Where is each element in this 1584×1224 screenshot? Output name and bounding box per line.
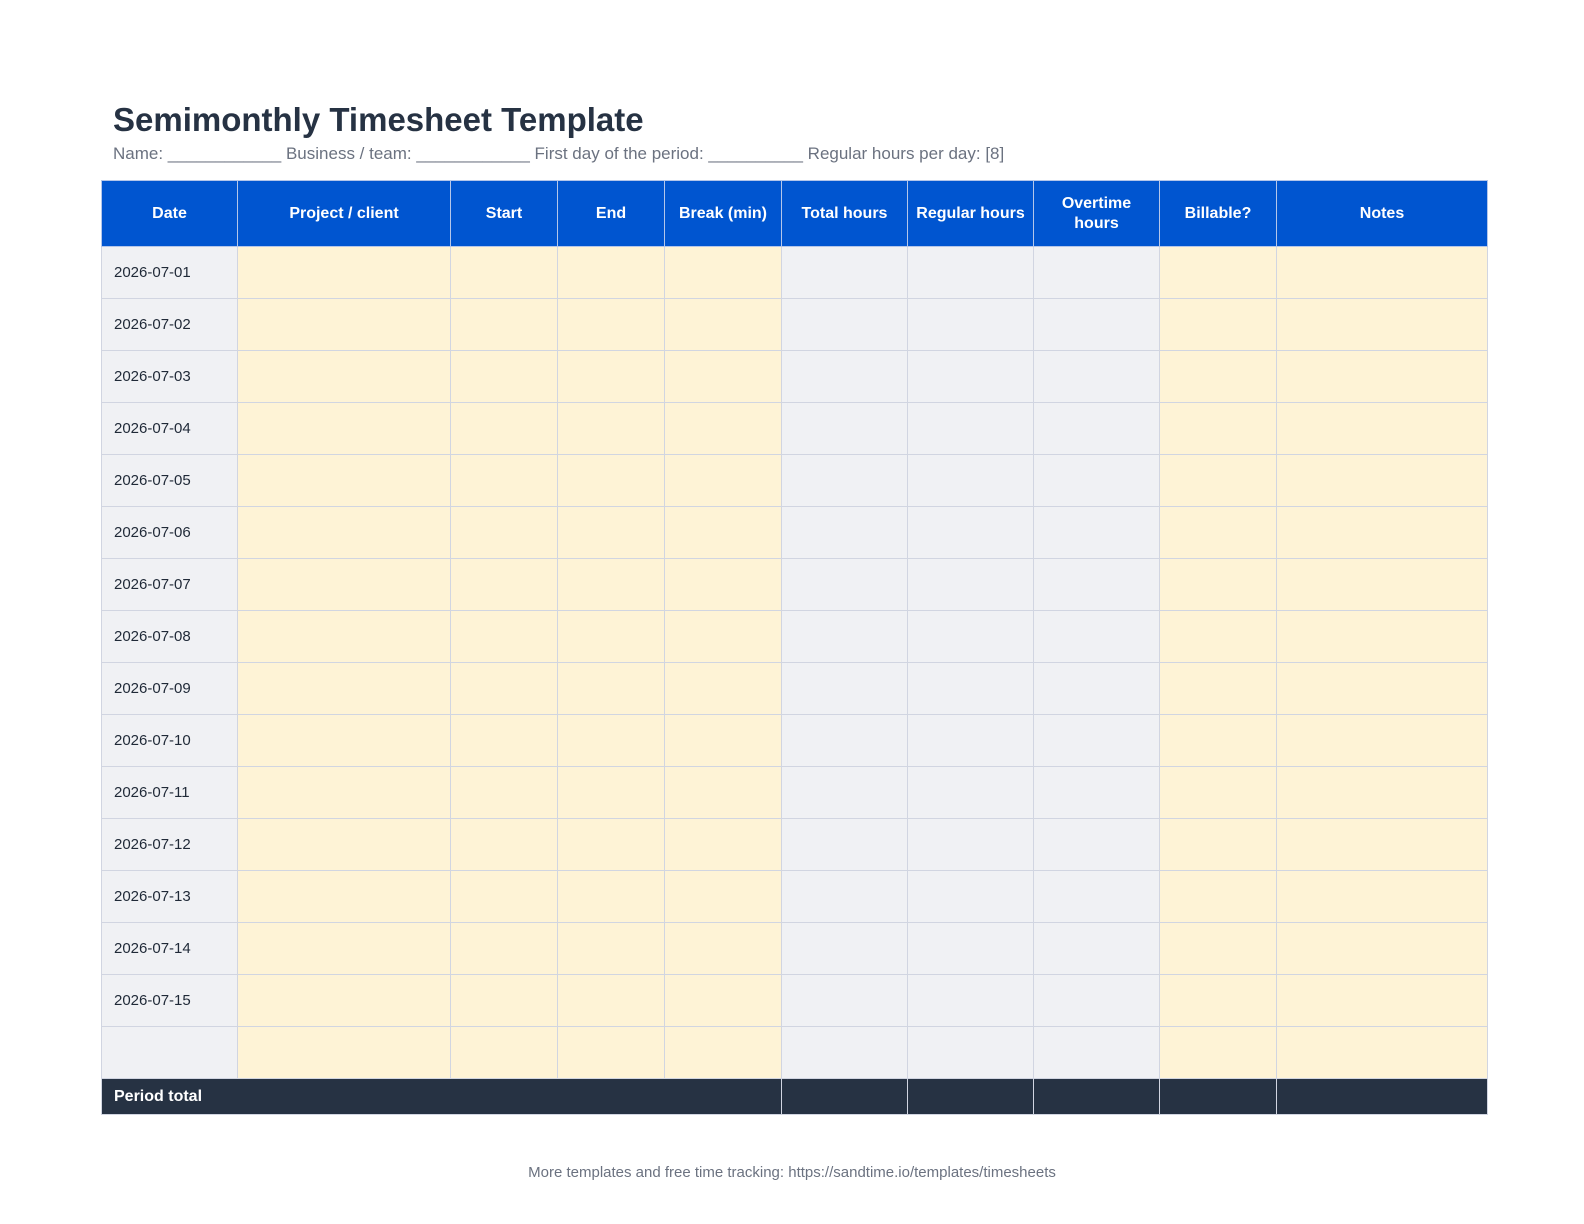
end-cell[interactable] bbox=[558, 611, 665, 663]
notes-cell[interactable] bbox=[1277, 663, 1488, 715]
regular-hours-cell bbox=[908, 455, 1034, 507]
project-client-cell[interactable] bbox=[238, 559, 451, 611]
regular-hours-cell bbox=[908, 1027, 1034, 1079]
column-header-total-hours: Total hours bbox=[782, 181, 908, 247]
start-cell[interactable] bbox=[451, 559, 558, 611]
notes-cell[interactable] bbox=[1277, 1027, 1488, 1079]
table-row bbox=[102, 663, 1488, 715]
regular-hours-cell bbox=[908, 871, 1034, 923]
date-cell: 2026-07-06 bbox=[102, 507, 238, 559]
regular-hours-cell bbox=[908, 403, 1034, 455]
table-header bbox=[102, 181, 1488, 247]
column-header-notes: Notes bbox=[1277, 181, 1488, 247]
end-cell[interactable] bbox=[558, 871, 665, 923]
project-client-cell[interactable] bbox=[238, 299, 451, 351]
table-row bbox=[102, 403, 1488, 455]
end-cell[interactable] bbox=[558, 1027, 665, 1079]
notes-cell[interactable] bbox=[1277, 975, 1488, 1027]
project-client-cell[interactable] bbox=[238, 1027, 451, 1079]
column-header-end: End bbox=[558, 181, 665, 247]
period-total-label: Period total bbox=[102, 1079, 782, 1115]
break-cell[interactable] bbox=[665, 351, 782, 403]
date-cell: 2026-07-04 bbox=[102, 403, 238, 455]
regular-hours-cell bbox=[908, 559, 1034, 611]
notes-cell[interactable] bbox=[1277, 767, 1488, 819]
regular-hours-cell bbox=[908, 611, 1034, 663]
total-hours-sum-cell bbox=[782, 1079, 908, 1115]
total-hours-cell bbox=[782, 1027, 908, 1079]
overtime-hours-cell bbox=[1034, 507, 1160, 559]
break-cell[interactable] bbox=[665, 611, 782, 663]
regular-hours-cell bbox=[908, 663, 1034, 715]
overtime-hours-cell bbox=[1034, 611, 1160, 663]
start-cell[interactable] bbox=[451, 403, 558, 455]
start-cell[interactable] bbox=[451, 1027, 558, 1079]
end-cell[interactable] bbox=[558, 455, 665, 507]
billable-cell[interactable] bbox=[1160, 559, 1277, 611]
break-cell[interactable] bbox=[665, 1027, 782, 1079]
project-client-cell[interactable] bbox=[238, 403, 451, 455]
total-hours-cell bbox=[782, 611, 908, 663]
end-cell[interactable] bbox=[558, 507, 665, 559]
table-row bbox=[102, 923, 1488, 975]
start-cell[interactable] bbox=[451, 455, 558, 507]
overtime-hours-cell bbox=[1034, 975, 1160, 1027]
table-row bbox=[102, 767, 1488, 819]
break-cell[interactable] bbox=[665, 819, 782, 871]
regular-hours-cell bbox=[908, 299, 1034, 351]
break-cell[interactable] bbox=[665, 299, 782, 351]
start-cell[interactable] bbox=[451, 715, 558, 767]
end-cell[interactable] bbox=[558, 403, 665, 455]
break-cell[interactable] bbox=[665, 715, 782, 767]
start-cell[interactable] bbox=[451, 663, 558, 715]
project-client-cell[interactable] bbox=[238, 611, 451, 663]
project-client-cell[interactable] bbox=[238, 247, 451, 299]
notes-cell[interactable] bbox=[1277, 247, 1488, 299]
total-hours-cell bbox=[782, 403, 908, 455]
regular-hours-sum-cell bbox=[908, 1079, 1034, 1115]
break-cell[interactable] bbox=[665, 559, 782, 611]
column-header-regular-hours: Regular hours bbox=[908, 181, 1034, 247]
overtime-hours-cell bbox=[1034, 455, 1160, 507]
overtime-hours-cell bbox=[1034, 923, 1160, 975]
column-header-start: Start bbox=[451, 181, 558, 247]
project-client-cell[interactable] bbox=[238, 507, 451, 559]
break-cell[interactable] bbox=[665, 455, 782, 507]
notes-cell[interactable] bbox=[1277, 819, 1488, 871]
start-cell[interactable] bbox=[451, 611, 558, 663]
column-header-break-min: Break (min) bbox=[665, 181, 782, 247]
date-cell: 2026-07-03 bbox=[102, 351, 238, 403]
project-client-cell[interactable] bbox=[238, 871, 451, 923]
date-cell: 2026-07-02 bbox=[102, 299, 238, 351]
date-cell: 2026-07-01 bbox=[102, 247, 238, 299]
date-cell: 2026-07-13 bbox=[102, 871, 238, 923]
end-cell[interactable] bbox=[558, 299, 665, 351]
table-row bbox=[102, 715, 1488, 767]
page-title: Semimonthly Timesheet Template bbox=[113, 101, 644, 138]
total-hours-cell bbox=[782, 559, 908, 611]
notes-cell[interactable] bbox=[1277, 923, 1488, 975]
notes-cell[interactable] bbox=[1277, 403, 1488, 455]
billable-cell[interactable] bbox=[1160, 923, 1277, 975]
start-cell[interactable] bbox=[451, 299, 558, 351]
overtime-hours-cell bbox=[1034, 663, 1160, 715]
overtime-hours-cell bbox=[1034, 403, 1160, 455]
start-cell[interactable] bbox=[451, 923, 558, 975]
end-cell[interactable] bbox=[558, 975, 665, 1027]
end-cell[interactable] bbox=[558, 715, 665, 767]
notes-cell[interactable] bbox=[1277, 507, 1488, 559]
table-footer bbox=[102, 1079, 1488, 1115]
employee-info-line: Name: ____________ Business / team: ____________ First day of the period: __________ Regular hours per day: [8] bbox=[113, 144, 1005, 163]
break-cell[interactable] bbox=[665, 975, 782, 1027]
start-cell[interactable] bbox=[451, 351, 558, 403]
billable-cell[interactable] bbox=[1160, 611, 1277, 663]
table-row bbox=[102, 871, 1488, 923]
billable-cell[interactable] bbox=[1160, 663, 1277, 715]
overtime-hours-cell bbox=[1034, 871, 1160, 923]
billable-cell[interactable] bbox=[1160, 507, 1277, 559]
date-cell: 2026-07-11 bbox=[102, 767, 238, 819]
header-row bbox=[102, 181, 1488, 247]
total-hours-cell bbox=[782, 871, 908, 923]
table-row bbox=[102, 559, 1488, 611]
break-cell[interactable] bbox=[665, 403, 782, 455]
table-row bbox=[102, 299, 1488, 351]
project-client-cell[interactable] bbox=[238, 975, 451, 1027]
project-client-cell[interactable] bbox=[238, 663, 451, 715]
date-cell: 2026-07-08 bbox=[102, 611, 238, 663]
column-header-overtime-hours: Overtime hours bbox=[1034, 181, 1160, 247]
total-hours-cell bbox=[782, 299, 908, 351]
date-cell: 2026-07-12 bbox=[102, 819, 238, 871]
break-cell[interactable] bbox=[665, 663, 782, 715]
end-cell[interactable] bbox=[558, 923, 665, 975]
date-cell: 2026-07-15 bbox=[102, 975, 238, 1027]
notes-sum-cell bbox=[1277, 1079, 1488, 1115]
regular-hours-cell bbox=[908, 247, 1034, 299]
billable-cell[interactable] bbox=[1160, 299, 1277, 351]
table-row bbox=[102, 611, 1488, 663]
column-header-project-client: Project / client bbox=[238, 181, 451, 247]
overtime-hours-cell bbox=[1034, 351, 1160, 403]
total-hours-cell bbox=[782, 975, 908, 1027]
break-cell[interactable] bbox=[665, 923, 782, 975]
end-cell[interactable] bbox=[558, 559, 665, 611]
table-body bbox=[102, 247, 1488, 1079]
total-hours-cell bbox=[782, 663, 908, 715]
break-cell[interactable] bbox=[665, 247, 782, 299]
total-hours-cell bbox=[782, 923, 908, 975]
overtime-hours-sum-cell bbox=[1034, 1079, 1160, 1115]
billable-cell[interactable] bbox=[1160, 247, 1277, 299]
table-row bbox=[102, 819, 1488, 871]
total-hours-cell bbox=[782, 507, 908, 559]
break-cell[interactable] bbox=[665, 871, 782, 923]
notes-cell[interactable] bbox=[1277, 351, 1488, 403]
date-cell: 2026-07-07 bbox=[102, 559, 238, 611]
regular-hours-cell bbox=[908, 923, 1034, 975]
total-hours-cell bbox=[782, 819, 908, 871]
billable-cell[interactable] bbox=[1160, 351, 1277, 403]
regular-hours-cell bbox=[908, 507, 1034, 559]
date-cell: 2026-07-05 bbox=[102, 455, 238, 507]
overtime-hours-cell bbox=[1034, 1027, 1160, 1079]
notes-cell[interactable] bbox=[1277, 455, 1488, 507]
start-cell[interactable] bbox=[451, 975, 558, 1027]
period-total-row bbox=[102, 1079, 1488, 1115]
overtime-hours-cell bbox=[1034, 819, 1160, 871]
billable-cell[interactable] bbox=[1160, 1027, 1277, 1079]
overtime-hours-cell bbox=[1034, 767, 1160, 819]
column-header-date: Date bbox=[102, 181, 238, 247]
regular-hours-cell bbox=[908, 351, 1034, 403]
overtime-hours-cell bbox=[1034, 559, 1160, 611]
regular-hours-cell bbox=[908, 975, 1034, 1027]
start-cell[interactable] bbox=[451, 819, 558, 871]
table-row bbox=[102, 1027, 1488, 1079]
break-cell[interactable] bbox=[665, 507, 782, 559]
notes-cell[interactable] bbox=[1277, 559, 1488, 611]
total-hours-cell bbox=[782, 455, 908, 507]
overtime-hours-cell bbox=[1034, 247, 1160, 299]
project-client-cell[interactable] bbox=[238, 351, 451, 403]
project-client-cell[interactable] bbox=[238, 715, 451, 767]
footer-link-text: More templates and free time tracking: https://sandtime.io/templates/timesheets bbox=[528, 1164, 1056, 1181]
table-row bbox=[102, 507, 1488, 559]
billable-cell[interactable] bbox=[1160, 767, 1277, 819]
total-hours-cell bbox=[782, 351, 908, 403]
date-cell: 2026-07-10 bbox=[102, 715, 238, 767]
project-client-cell[interactable] bbox=[238, 455, 451, 507]
date-cell: 2026-07-14 bbox=[102, 923, 238, 975]
billable-cell[interactable] bbox=[1160, 819, 1277, 871]
notes-cell[interactable] bbox=[1277, 611, 1488, 663]
start-cell[interactable] bbox=[451, 871, 558, 923]
billable-cell[interactable] bbox=[1160, 871, 1277, 923]
project-client-cell[interactable] bbox=[238, 767, 451, 819]
table-row bbox=[102, 247, 1488, 299]
column-header-billable: Billable? bbox=[1160, 181, 1277, 247]
start-cell[interactable] bbox=[451, 767, 558, 819]
end-cell[interactable] bbox=[558, 819, 665, 871]
end-cell[interactable] bbox=[558, 663, 665, 715]
regular-hours-cell bbox=[908, 715, 1034, 767]
project-client-cell[interactable] bbox=[238, 923, 451, 975]
overtime-hours-cell bbox=[1034, 715, 1160, 767]
table-row bbox=[102, 351, 1488, 403]
notes-cell[interactable] bbox=[1277, 715, 1488, 767]
end-cell[interactable] bbox=[558, 247, 665, 299]
total-hours-cell bbox=[782, 715, 908, 767]
notes-cell[interactable] bbox=[1277, 299, 1488, 351]
timesheet-table bbox=[101, 180, 1488, 1115]
date-cell bbox=[102, 1027, 238, 1079]
regular-hours-cell bbox=[908, 767, 1034, 819]
billable-cell[interactable] bbox=[1160, 715, 1277, 767]
table-row bbox=[102, 975, 1488, 1027]
table-row bbox=[102, 455, 1488, 507]
billable-sum-cell bbox=[1160, 1079, 1277, 1115]
break-cell[interactable] bbox=[665, 767, 782, 819]
start-cell[interactable] bbox=[451, 507, 558, 559]
end-cell[interactable] bbox=[558, 767, 665, 819]
regular-hours-cell bbox=[908, 819, 1034, 871]
date-cell: 2026-07-09 bbox=[102, 663, 238, 715]
project-client-cell[interactable] bbox=[238, 819, 451, 871]
billable-cell[interactable] bbox=[1160, 455, 1277, 507]
total-hours-cell bbox=[782, 247, 908, 299]
overtime-hours-cell bbox=[1034, 299, 1160, 351]
billable-cell[interactable] bbox=[1160, 975, 1277, 1027]
total-hours-cell bbox=[782, 767, 908, 819]
start-cell[interactable] bbox=[451, 247, 558, 299]
notes-cell[interactable] bbox=[1277, 871, 1488, 923]
billable-cell[interactable] bbox=[1160, 403, 1277, 455]
end-cell[interactable] bbox=[558, 351, 665, 403]
